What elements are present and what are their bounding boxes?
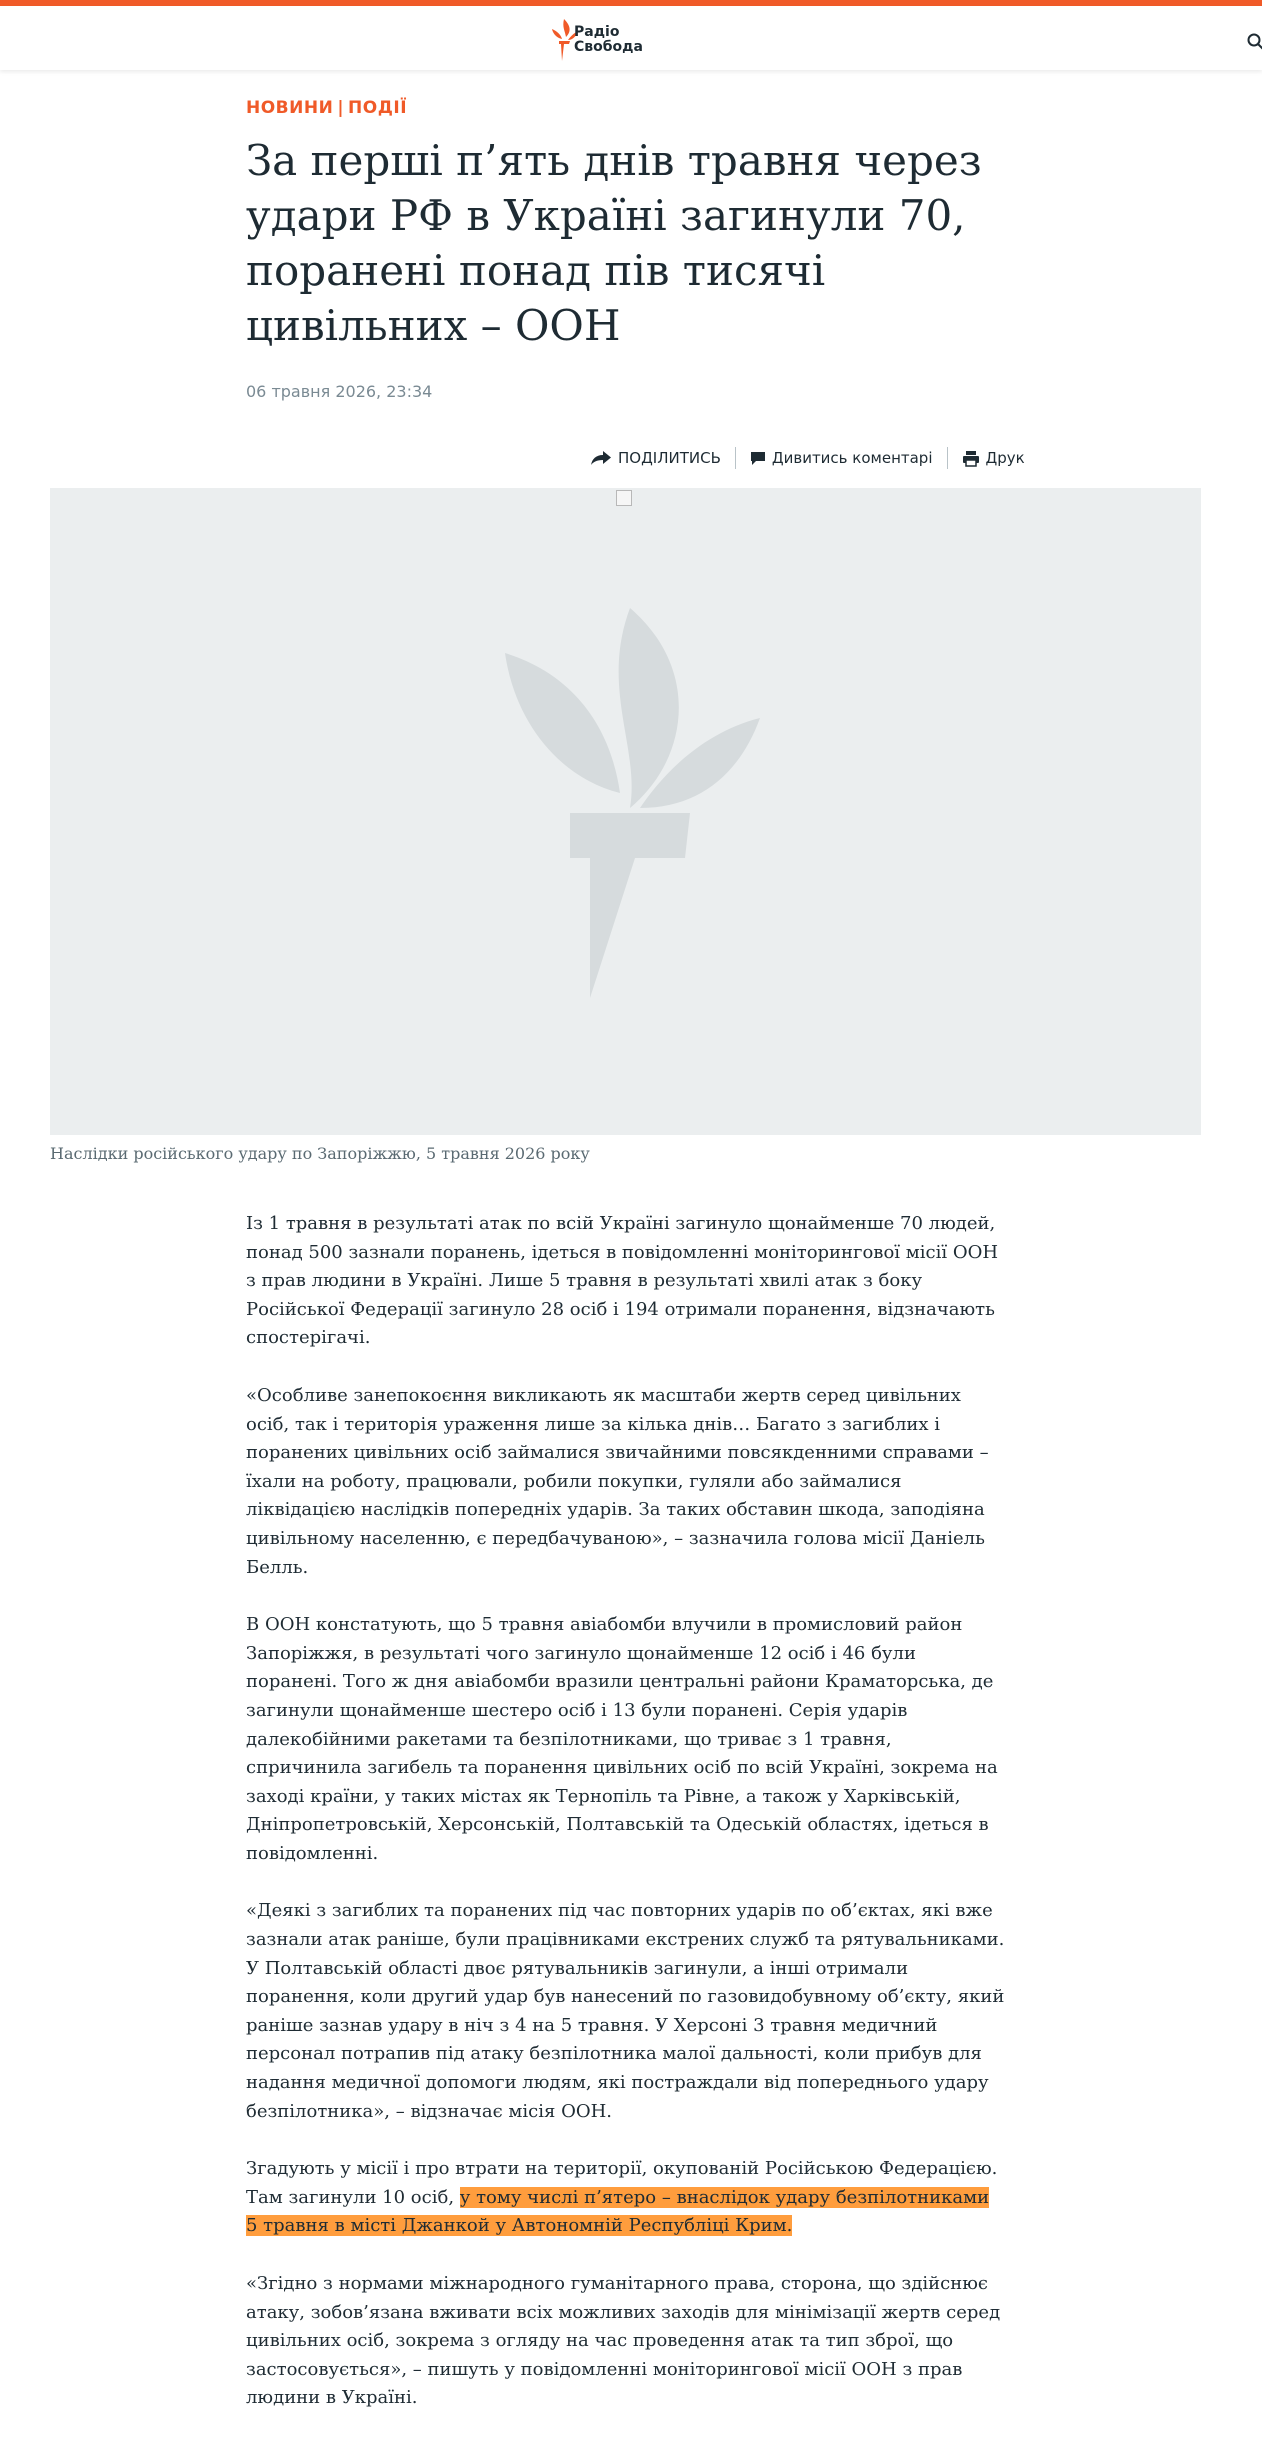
image-caption: Наслідки російського удару по Запоріжжю, 5 травня 2026 року xyxy=(50,1144,590,1163)
logo-line-2: Свобода xyxy=(574,39,643,55)
article-title: За перші п’ять днів травня через удари РФ в Україні загинули 70, поранені понад пів тисячі цивільних – ООН xyxy=(246,136,982,350)
logo-line-1: Радіо xyxy=(574,24,620,40)
torch-placeholder-icon xyxy=(490,608,780,998)
share-arrow-icon xyxy=(590,450,612,466)
share-label: ПОДІЛИТИСЬ xyxy=(618,449,721,467)
toolbar-divider xyxy=(947,447,948,469)
share-button[interactable] xyxy=(590,449,721,467)
article-paragraph: «Деякі з загиблих та поранених під час повторних ударів по об’єктах, які вже зазнали атак раніше, були працівниками екстрених служб та рятувальниками. У Полтавській області двоє рятувальників загинули, а інші отримали поранення, коли другий удар був нанесений по газовидобувному об’єкту, який раніше зазнав удару в ніч з 4 на 5 травня. У Херсоні 3 травня медичний персонал потрапив під атаку безпілотника малої дальності, коли прибув для надання медичної допомоги людям, які постраждали від попереднього удару безпілотника», – відзначає місія ООН. xyxy=(246,1900,1005,2122)
site-logo[interactable] xyxy=(548,16,668,64)
paragraph-text: Згадують у місії і про втрати на території, окупованій Російською Федерацією. Там загинули 10 осіб, xyxy=(246,2158,998,2208)
breadcrumb xyxy=(246,98,407,118)
printer-icon xyxy=(962,450,980,467)
comments-label: Дивитись коментарі xyxy=(771,449,933,467)
article-toolbar xyxy=(590,444,1025,472)
publish-date: 06 травня 2026, 23:34 xyxy=(246,382,433,401)
article-image-placeholder xyxy=(50,488,1201,1135)
breadcrumb-subsection-link[interactable]: ПОДІЇ xyxy=(348,98,408,118)
article-paragraph: Із 1 травня в результаті атак по всій Україні загинуло щонайменше 70 людей, понад 500 зазнали поранень, ідеться в повідомленні моніторингової місії ООН з прав людини в Україні. Лише 5 травня в результаті хвилі атак з боку Російської Федерації загинуло 28 осіб і 194 отримали поранення, відзначають спостерігачі. xyxy=(246,1213,999,1349)
search-icon[interactable] xyxy=(1246,32,1262,50)
breadcrumb-separator: | xyxy=(337,98,345,118)
print-label: Друк xyxy=(985,449,1025,467)
broken-image-icon xyxy=(616,490,632,506)
breadcrumb-section-link[interactable]: НОВИНИ xyxy=(246,98,334,118)
article-paragraph: «Особливе занепокоєння викликають як масштаби жертв серед цивільних осіб, так і територія ураження лише за кілька днів… Багато з загиблих і поранених цивільних осіб займалися звичайними повсякденними справами – їхали на роботу, працювали, робили покупки, гуляли або займалися ліквідацією наслідків попередніх ударів. За таких обставин шкода, заподіяна цивільному населенню, є передбачуваною», – зазначила голова місії Даніель Белль. xyxy=(246,1384,989,1578)
article-paragraph xyxy=(246,2155,1006,2241)
article-paragraph: В ООН констатують, що 5 травня авіабомби влучили в промисловий район Запоріжжя, в результаті чого загинуло щонайменше 12 осіб і 46 були поранені. Того ж дня авіабомби вразили центральні райони Краматорська, де загинули щонайменше шестеро осіб і 13 були поранені. Серія ударів далекобійними ракетами та безпілотниками, що триває з 1 травня, спричинила загибель та поранення цивільних осіб по всій Україні, зокрема на заході країни, у таких містах як Тернопіль та Рівне, а також у Харківській, Дніпропетровській, Херсонській, Полтавській та Одеській областях, ідеться в повідомленні. xyxy=(246,1614,998,1864)
site-header xyxy=(0,6,1262,70)
highlighted-text: у тому числі п’ятеро – внаслідок удару безпілотниками 5 травня в місті Джанкой у Автономній Республіці Крим. xyxy=(246,2186,990,2237)
comment-icon xyxy=(750,451,766,466)
article-body xyxy=(246,1210,1006,2442)
comments-button[interactable] xyxy=(750,449,933,467)
toolbar-divider xyxy=(735,447,736,469)
article-paragraph: «Згідно з нормами міжнародного гуманітарного права, сторона, що здійснює атаку, зобов’язана вживати всіх можливих заходів для мінімізації жертв серед цивільних осіб, зокрема з огляду на час проведення атак та тип зброї, що застосовується», – пишуть у повідомленні моніторингової місії ООН з прав людини в Україні. xyxy=(246,2273,1001,2409)
print-button[interactable] xyxy=(962,449,1025,467)
